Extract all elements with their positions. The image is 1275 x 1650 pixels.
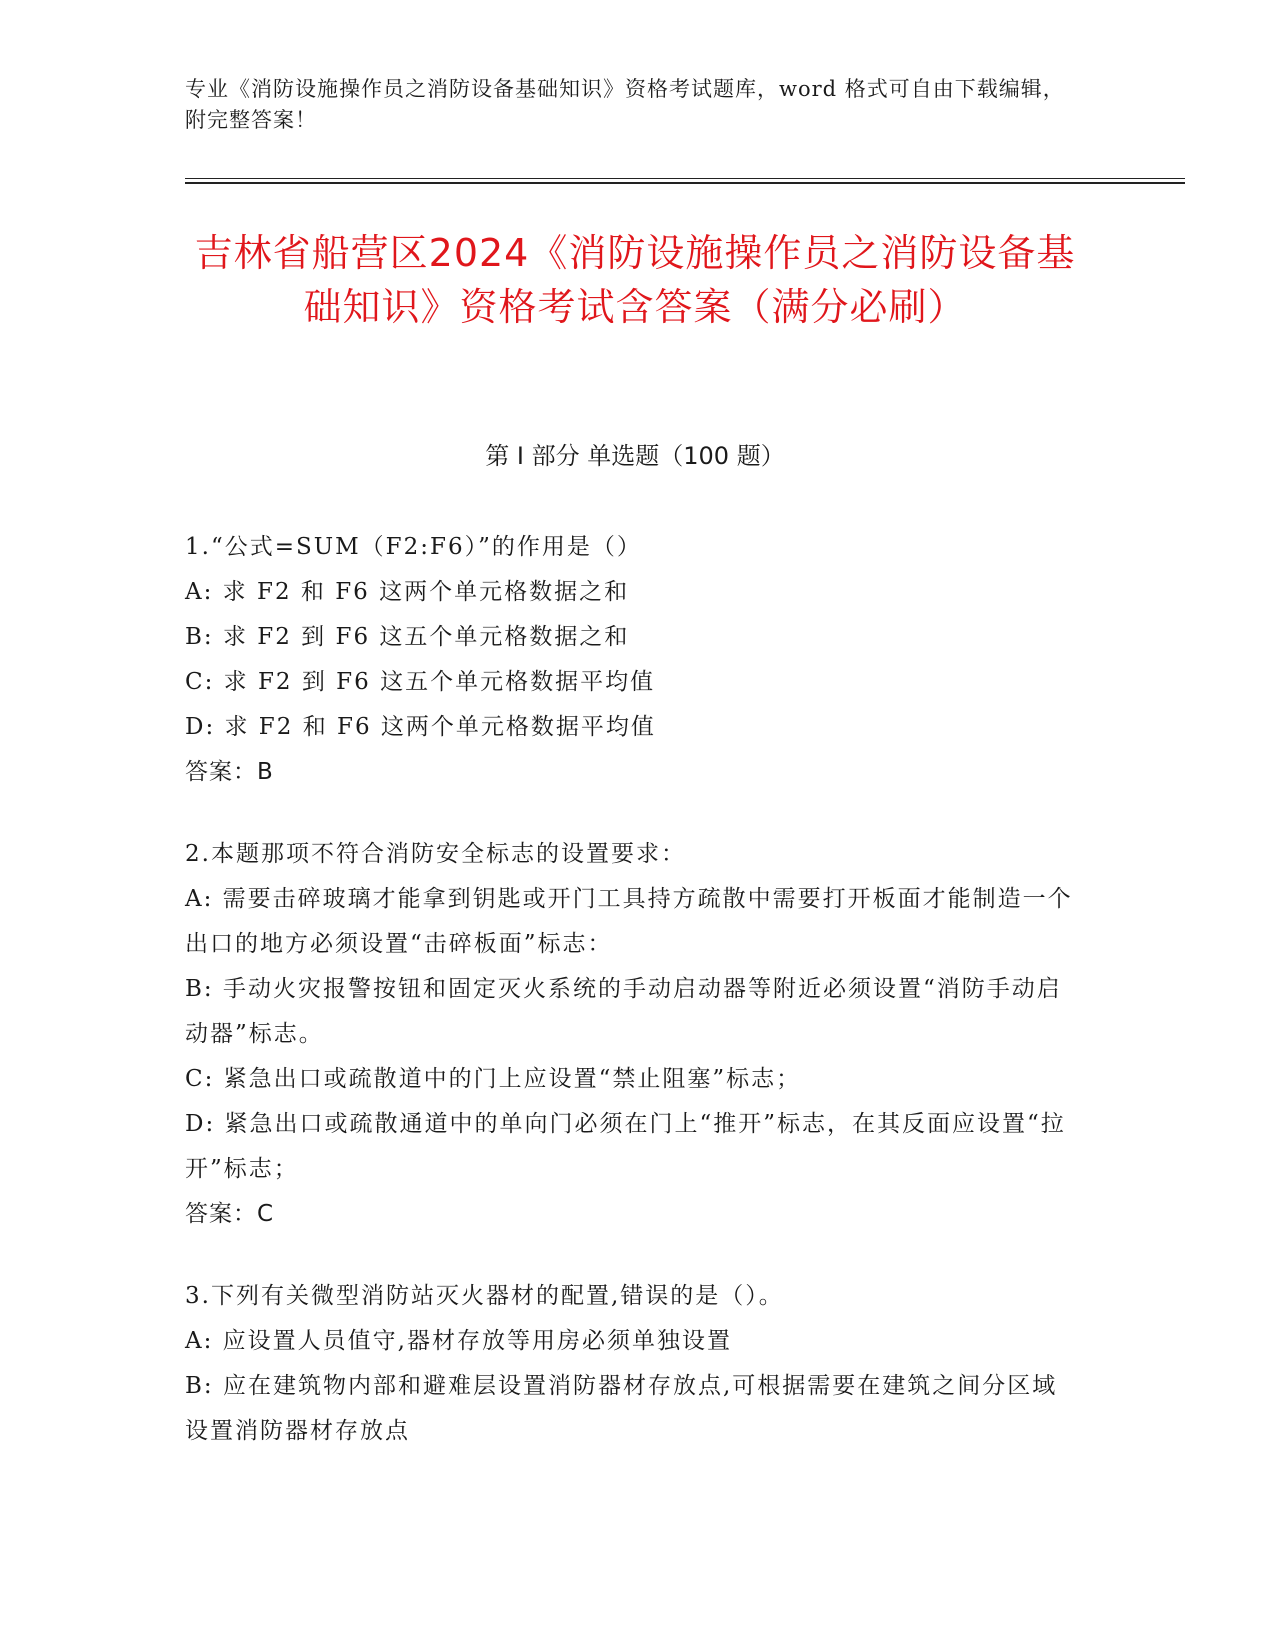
header-divider-thick	[185, 182, 1185, 184]
option-b: B: 应在建筑物内部和避难层设置消防器材存放点,可根据需要在建筑之间分区域设置消防器材存放点	[185, 1373, 1058, 1444]
option-c: C: 紧急出口或疏散道中的门上应设置“禁止阻塞”标志；	[185, 1066, 802, 1092]
document-title: 吉林省船营区2024《消防设施操作员之消防设备基础知识》资格考试含答案（满分必刷）	[194, 231, 1076, 329]
option-b: B: 手动火灾报警按钮和固定灭火系统的手动启动器等附近必须设置“消防手动启动器”标志。	[185, 976, 1062, 1047]
option-a: A: 需要击碎玻璃才能拿到钥匙或开门工具持方疏散中需要打开板面才能制造一个出口的地方必须设置“击碎板面”标志：	[185, 886, 1073, 957]
question-list	[185, 525, 1075, 1491]
option-d: D: 求 F2 和 F6 这两个单元格数据平均值	[185, 714, 656, 740]
option-a: A: 求 F2 和 F6 这两个单元格数据之和	[185, 579, 630, 605]
answer-line: 答案：B	[185, 759, 274, 785]
question-1	[185, 525, 1075, 795]
header-divider-thin	[185, 178, 1185, 179]
option-b: B: 求 F2 到 F6 这五个单元格数据之和	[185, 624, 630, 650]
option-c: C: 求 F2 到 F6 这五个单元格数据平均值	[185, 669, 656, 695]
option-a: A: 应设置人员值守,器材存放等用房必须单独设置	[185, 1328, 732, 1354]
section-heading: 第 I 部分 单选题（100 题）	[485, 442, 785, 470]
answer-line: 答案：C	[185, 1201, 275, 1227]
option-d: D: 紧急出口或疏散通道中的单向门必须在门上“推开”标志，在其反面应设置“拉开”标志；	[185, 1111, 1066, 1182]
header-note: 专业《消防设施操作员之消防设备基础知识》资格考试题库，word 格式可自由下载编辑，附完整答案！	[185, 77, 1065, 132]
question-stem: 1.“公式=SUM（F2:F6）”的作用是（）	[185, 534, 642, 560]
question-stem: 2.本题那项不符合消防安全标志的设置要求：	[185, 841, 686, 867]
question-3	[185, 1274, 1075, 1454]
question-2	[185, 832, 1075, 1237]
question-stem: 3.下列有关微型消防站灭火器材的配置,错误的是（）。	[185, 1283, 784, 1309]
